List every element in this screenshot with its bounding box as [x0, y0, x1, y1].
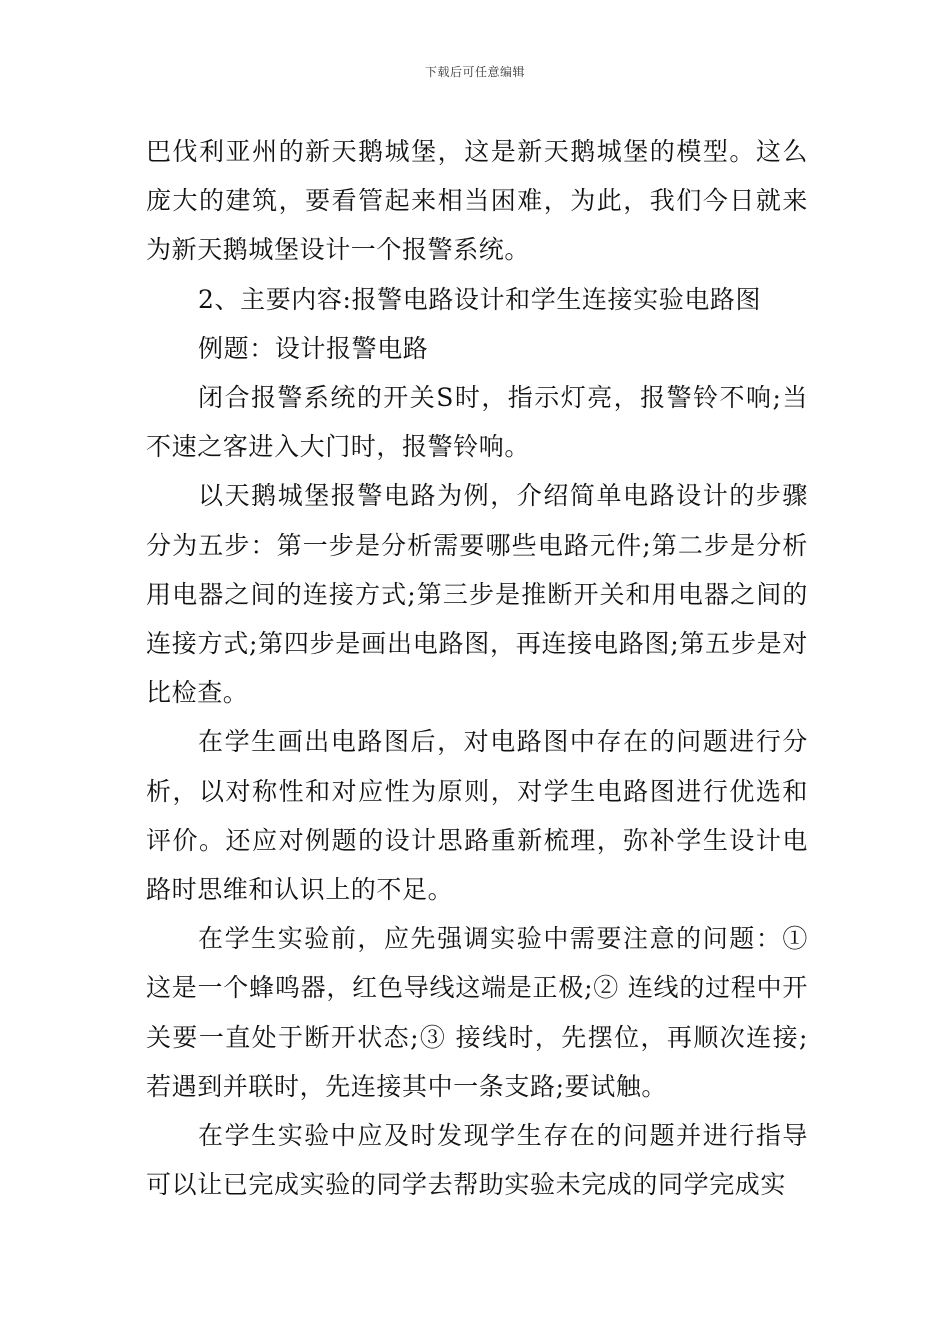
paragraph-design-steps: 以天鹅城堡报警电路为例，介绍简单电路设计的步骤分为五步：第一步是分析需要哪些电路元件;第二步是分析用电器之间的连接方式;第三步是推断开关和用电器之间的连接方式;第四步是画出电路图，再连接电路图;第五步是对比检查。 [146, 481, 808, 708]
paragraph-analysis: 在学生画出电路图后，对电路图中存在的问题进行分析，以对称性和对应性为原则，对学生电路图进行优选和评价。还应对例题的设计思路重新梳理，弥补学生设计电路时思维和认识上的不足。 [146, 727, 808, 905]
paragraph-guidance: 在学生实验中应及时发现学生存在的问题并进行指导可以让已完成实验的同学去帮助实验未完成的同学完成实 [146, 1121, 808, 1200]
paragraph-continuation: 巴伐利亚州的新天鹅城堡，这是新天鹅城堡的模型。这么庞大的建筑，要看管起来相当困难，为此，我们今日就来为新天鹅城堡设计一个报警系统。 [146, 137, 808, 265]
paragraph-example-title: 例题：设计报警电路 [198, 333, 429, 363]
paragraph-main-content: 2、主要内容:报警电路设计和学生连接实验电路图 [198, 284, 762, 314]
page-header: 下载后可任意编辑 [424, 65, 525, 79]
paragraph-precautions: 在学生实验前，应先强调实验中需要注意的问题：①这是一个蜂鸣器，红色导线这端是正极;② 连线的过程中开关要一直处于断开状态;③ 接线时，先摆位，再顺次连接;若遇到并联时，先连接其中一条支路;要试触。 [146, 924, 808, 1101]
document-body [146, 127, 808, 1209]
paragraph-example-description: 闭合报警系统的开关S时，指示灯亮，报警铃不响;当不速之客进入大门时，报警铃响。 [146, 383, 808, 462]
